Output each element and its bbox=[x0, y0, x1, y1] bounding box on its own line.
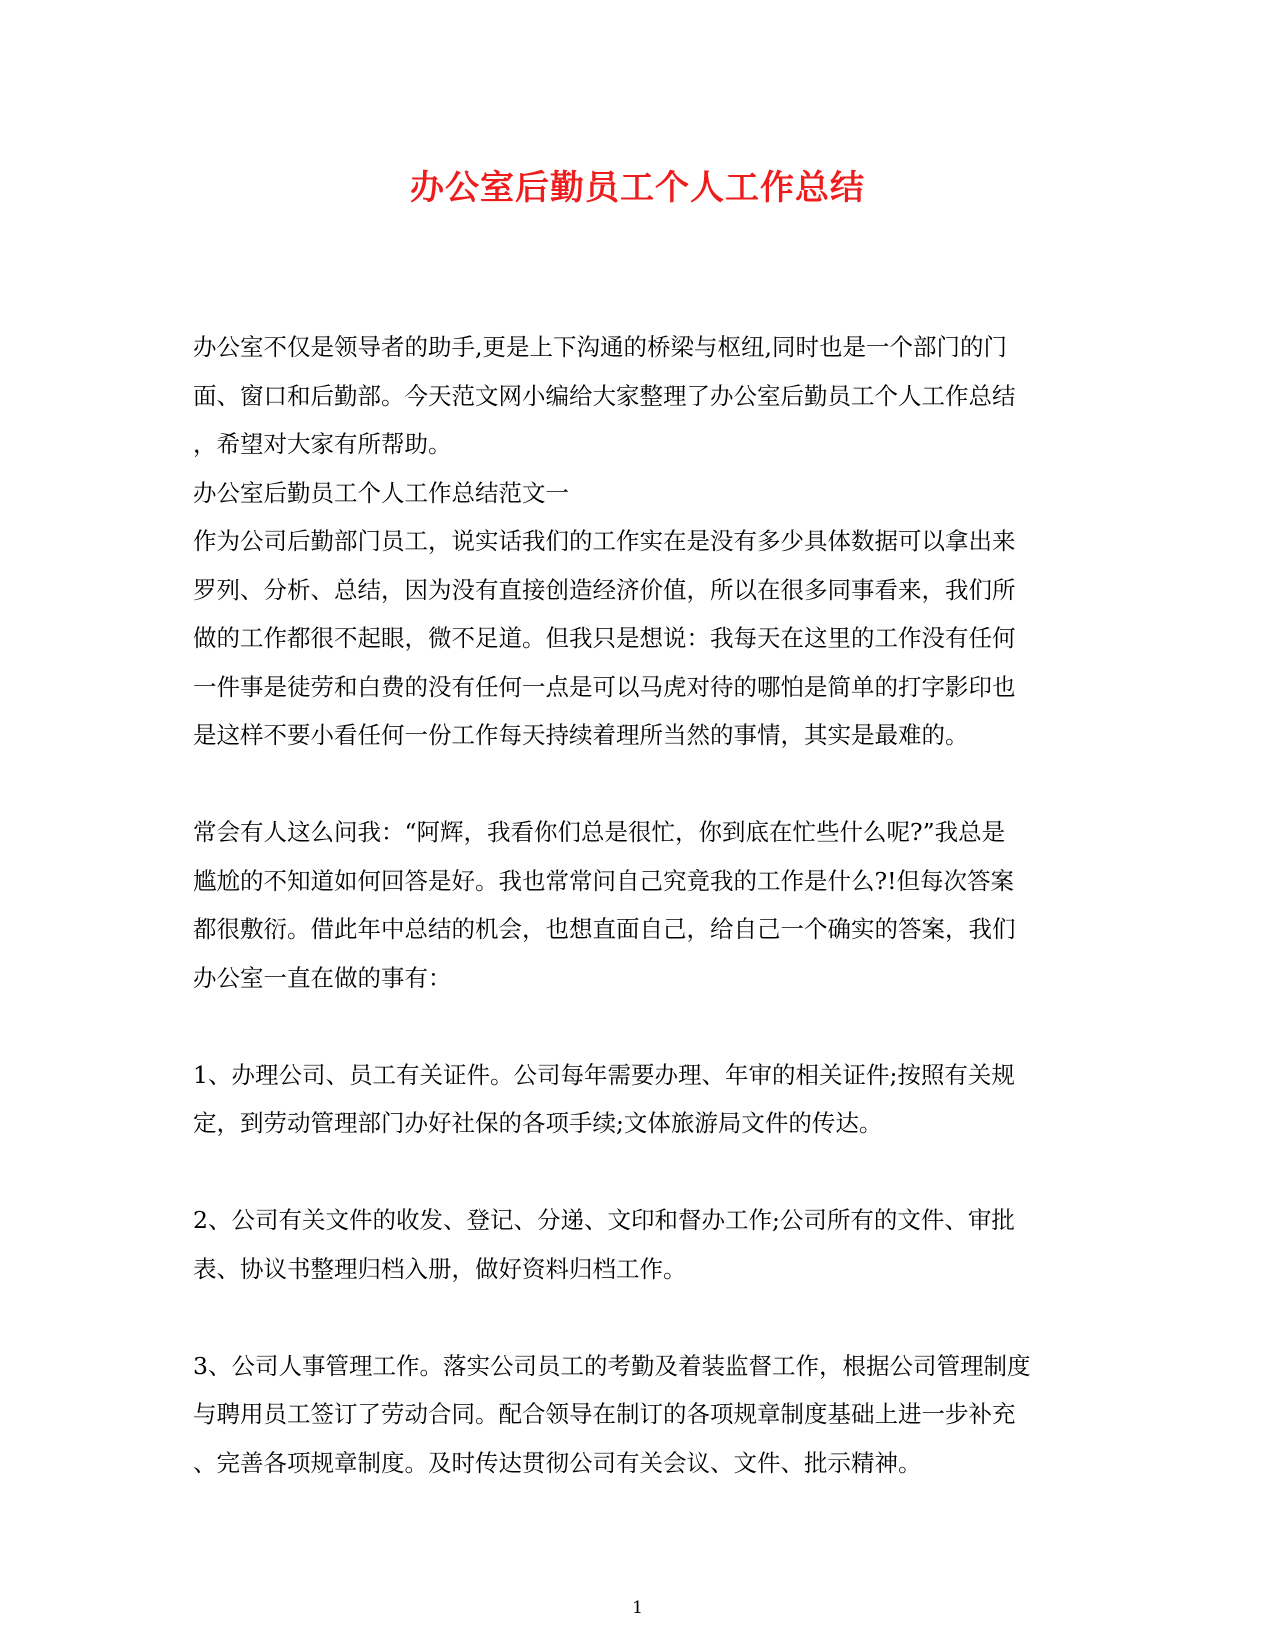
paragraph-2 bbox=[193, 808, 1083, 1002]
text-line: 是这样不要小看任何一份工作每天持续着理所当然的事情，其实是最难的。 bbox=[193, 721, 969, 749]
text-line: 1、办理公司、员工有关证件。公司每年需要办理、年审的相关证件;按照有关规 bbox=[193, 1060, 1015, 1089]
paragraph-1 bbox=[193, 517, 1083, 760]
document-body bbox=[193, 323, 1083, 1487]
list-item-1 bbox=[193, 1051, 1083, 1148]
text-line: 3、公司人事管理工作。落实公司员工的考勤及着装监督工作，根据公司管理制度 bbox=[193, 1351, 1031, 1380]
intro-paragraph bbox=[193, 323, 1083, 469]
list-item-2 bbox=[193, 1196, 1083, 1293]
text-line: 一件事是徒劳和白费的没有任何一点是可以马虎对待的哪怕是简单的打字影印也 bbox=[193, 672, 1016, 701]
text-line: 都很敷衍。借此年中总结的机会，也想直面自己，给自己一个确实的答案，我们 bbox=[193, 915, 1016, 943]
page-number: 1 bbox=[632, 1598, 643, 1618]
text-line: 定，到劳动管理部门办好社保的各项手续;文体旅游局文件的传达。 bbox=[193, 1109, 883, 1137]
paragraph-gap bbox=[193, 1002, 1083, 1051]
text-line: 做的工作都很不起眼，微不足道。但我只是想说：我每天在这里的工作没有任何 bbox=[193, 624, 1016, 652]
document-title: 办公室后勤员工个人工作总结 bbox=[410, 168, 865, 208]
paragraph-gap bbox=[193, 760, 1083, 809]
text-line: 面、窗口和后勤部。今天范文网小编给大家整理了办公室后勤员工个人工作总结 bbox=[193, 381, 1016, 410]
text-line: 办公室不仅是领导者的助手,更是上下沟通的桥梁与枢纽,同时也是一个部门的门 bbox=[193, 333, 1007, 361]
text-line: 、完善各项规章制度。及时传达贯彻公司有关会议、文件、批示精神。 bbox=[193, 1448, 922, 1477]
text-line: 表、协议书整理归档入册，做好资料归档工作。 bbox=[193, 1254, 687, 1283]
text-line: 尴尬的不知道如何回答是好。我也常常问自己究竟我的工作是什么?!但每次答案 bbox=[193, 866, 1015, 895]
text-line: 2、公司有关文件的收发、登记、分递、文印和督办工作;公司所有的文件、审批 bbox=[193, 1206, 1015, 1234]
list-item-3 bbox=[193, 1342, 1083, 1488]
text-line: 与聘用员工签订了劳动合同。配合领导在制订的各项规章制度基础上进一步补充 bbox=[193, 1400, 1016, 1428]
paragraph-gap bbox=[193, 1148, 1083, 1197]
text-line: ，希望对大家有所帮助。 bbox=[193, 430, 452, 458]
text-line: 作为公司后勤部门员工，说实话我们的工作实在是没有多少具体数据可以拿出来 bbox=[193, 527, 1016, 555]
paragraph-gap bbox=[193, 1293, 1083, 1342]
section-subheading: 办公室后勤员工个人工作总结范文一 bbox=[193, 478, 569, 507]
text-line: 罗列、分析、总结，因为没有直接创造经济价值，所以在很多同事看来，我们所 bbox=[193, 575, 1016, 604]
text-line: 办公室一直在做的事有： bbox=[193, 963, 452, 992]
text-line: 常会有人这么问我：“阿辉，我看你们总是很忙，你到底在忙些什么呢?”我总是 bbox=[193, 818, 1006, 846]
